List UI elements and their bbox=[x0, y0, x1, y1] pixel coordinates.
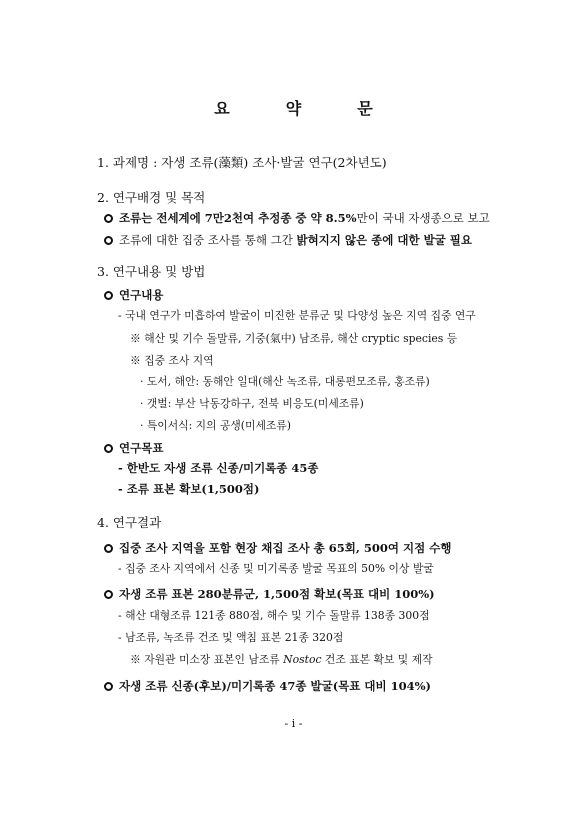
bullet-item: 자생 조류 표본 280분류군, 1,500점 확보(목표 대비 100%) bbox=[104, 586, 435, 602]
title-char: 요 bbox=[214, 99, 230, 118]
note-item: ※ 해산 및 기수 돌말류, 기중(氣中) 남조류, 해산 cryptic species 등 bbox=[130, 332, 458, 345]
circle-bullet-icon bbox=[104, 236, 113, 245]
page-title bbox=[0, 96, 587, 119]
circle-bullet-icon bbox=[104, 590, 113, 599]
circle-bullet-icon bbox=[104, 291, 113, 300]
section-3-heading: 3. 연구내용 및 방법 bbox=[97, 264, 206, 279]
bullet-item: 연구내용 bbox=[104, 287, 163, 303]
circle-bullet-icon bbox=[104, 682, 113, 691]
note-item: ※ 집중 조사 지역 bbox=[130, 354, 214, 367]
result-detail: - 해산 대형조류 121종 880점, 해수 및 기수 돌말류 138종 300점 bbox=[118, 609, 430, 622]
page-number: - i - bbox=[284, 717, 303, 730]
content-detail: - 국내 연구가 미흡하여 발굴이 미진한 분류군 및 다양성 높은 지역 집중 연구 bbox=[118, 309, 476, 322]
section-4-heading: 4. 연구결과 bbox=[97, 515, 162, 530]
circle-bullet-icon bbox=[104, 444, 113, 453]
title-char: 약 bbox=[285, 99, 302, 118]
goal-item: - 조류 표본 확보(1,500점) bbox=[118, 482, 260, 496]
circle-bullet-icon bbox=[104, 544, 113, 553]
bullet-item: 연구목표 bbox=[104, 440, 163, 456]
circle-bullet-icon bbox=[104, 214, 113, 223]
section-1-heading: 1. 과제명 : 자생 조류(藻類) 조사·발굴 연구(2차년도) bbox=[97, 155, 387, 170]
section-2-heading: 2. 연구배경 및 목적 bbox=[97, 190, 206, 205]
goal-item: - 한반도 자생 조류 신종/미기록종 45종 bbox=[118, 461, 319, 475]
note-item: ※ 자원관 미소장 표본인 남조류 Nostoc 건조 표본 확보 및 제작 bbox=[130, 653, 433, 666]
result-detail: - 남조류, 녹조류 건조 및 액침 표본 21종 320점 bbox=[118, 631, 344, 644]
bullet-item: 자생 조류 신종(후보)/미기록종 47종 발굴(목표 대비 104%) bbox=[104, 678, 431, 694]
region-item: · 갯벌: 부산 낙동강하구, 전북 비응도(미세조류) bbox=[140, 397, 364, 410]
bullet-item: 집중 조사 지역을 포함 현장 채집 조사 총 65회, 500여 지점 수행 bbox=[104, 540, 451, 556]
region-item: · 도서, 해안: 동해안 일대(해산 녹조류, 대롱편모조류, 홍조류) bbox=[140, 375, 430, 388]
result-detail: - 집중 조사 지역에서 신종 및 미기록종 발굴 목표의 50% 이상 발굴 bbox=[118, 562, 434, 575]
bullet-item: 조류에 대한 집중 조사를 통해 그간 밝혀지지 않은 종에 대한 발굴 필요 bbox=[104, 232, 472, 248]
title-char: 문 bbox=[357, 99, 373, 118]
bullet-item: 조류는 전세계에 7만2천여 추정종 중 약 8.5%만이 국내 자생종으로 보고 bbox=[104, 210, 490, 226]
region-item: · 특이서식: 지의 공생(미세조류) bbox=[140, 419, 291, 432]
